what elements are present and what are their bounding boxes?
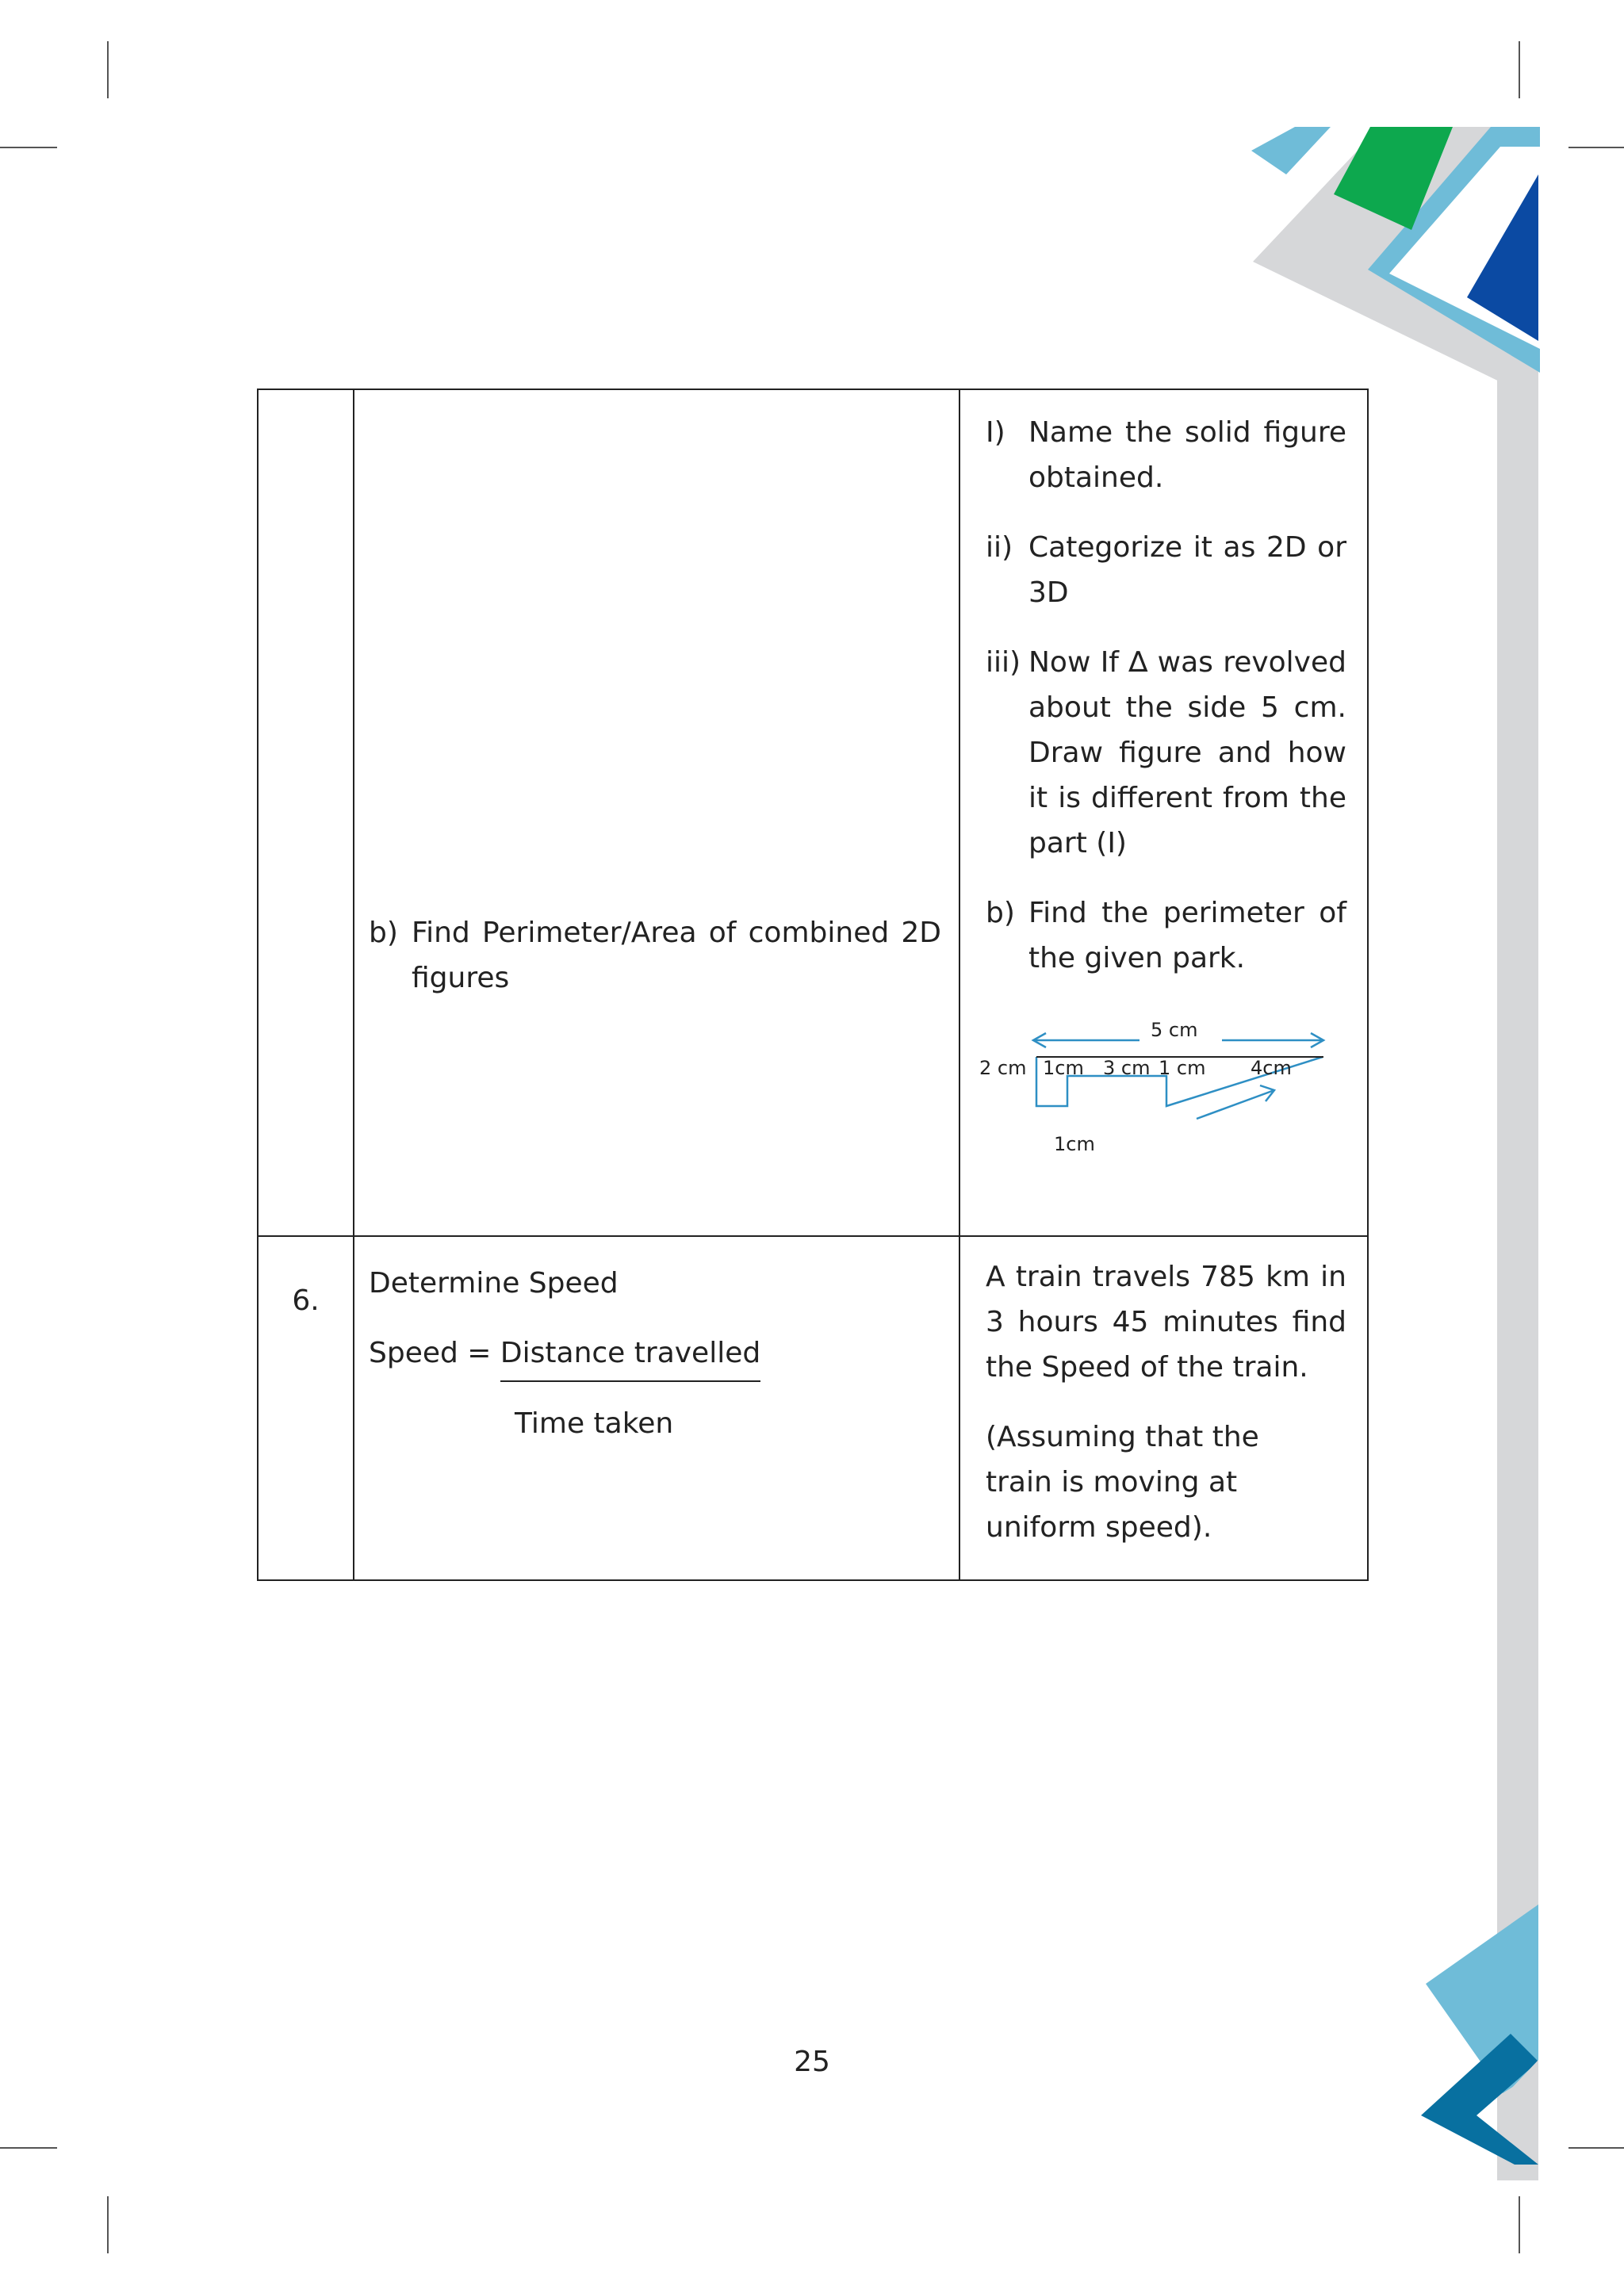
formula-prefix: Speed = bbox=[369, 1337, 492, 1369]
question-note: (Assuming that the train is moving at uniform speed). bbox=[986, 1421, 1259, 1544]
number-cell bbox=[258, 1236, 354, 1580]
competency-b-text: Find Perimeter/Area of combined 2D figures bbox=[412, 917, 941, 994]
lesson-table bbox=[257, 389, 1369, 1581]
question-text: Now If ∆ was revolved about the side 5 cm. Draw figure and how it is different from the part (I) bbox=[1028, 646, 1346, 859]
formula-numerator: Distance travelled bbox=[500, 1330, 760, 1382]
question-item bbox=[986, 640, 1346, 866]
label-bottom: 1cm bbox=[1054, 1133, 1095, 1155]
label-seg3: 1 cm bbox=[1159, 1057, 1206, 1079]
label-seg4: 4cm bbox=[1251, 1057, 1292, 1079]
question-label: ii) bbox=[986, 531, 1013, 564]
competency-b bbox=[369, 910, 941, 1001]
label-seg2: 3 cm bbox=[1103, 1057, 1151, 1079]
table-row bbox=[258, 389, 1368, 1236]
speed-formula bbox=[369, 1330, 941, 1382]
side-strip bbox=[1497, 127, 1538, 2180]
question-item bbox=[986, 525, 1346, 615]
label-seg1: 1cm bbox=[1043, 1057, 1084, 1079]
question-b-label: b) bbox=[986, 897, 1015, 929]
label-left: 2 cm bbox=[979, 1057, 1027, 1079]
light-blue-parallelogram bbox=[1251, 127, 1331, 174]
question-item bbox=[986, 410, 1346, 500]
label-top: 5 cm bbox=[1151, 1019, 1198, 1041]
page-number: 25 bbox=[794, 2046, 830, 2078]
question-b-text: Find the perimeter of the given park. bbox=[1028, 897, 1346, 974]
competency-b-label: b) bbox=[369, 917, 398, 949]
row-number: 6. bbox=[292, 1284, 320, 1317]
park-diagram bbox=[960, 1013, 1341, 1171]
question-text: Categorize it as 2D or 3D bbox=[1028, 531, 1346, 609]
formula-denominator: Time taken bbox=[515, 1407, 674, 1440]
table-row bbox=[258, 1236, 1368, 1580]
question-cell bbox=[959, 389, 1368, 1236]
question-label: I) bbox=[986, 416, 1005, 449]
question-cell bbox=[959, 1236, 1368, 1580]
question-text: Name the solid figure obtained. bbox=[1028, 416, 1346, 494]
competency-cell bbox=[354, 389, 959, 1236]
competency-title: Determine Speed bbox=[369, 1267, 619, 1300]
question-label: iii) bbox=[986, 646, 1021, 679]
question-text: A train travels 785 km in 3 hours 45 minutes find the Speed of the train. bbox=[986, 1261, 1346, 1384]
competency-cell bbox=[354, 1236, 959, 1580]
arrow-diagonal bbox=[1197, 1090, 1274, 1119]
number-cell bbox=[258, 389, 354, 1236]
question-b bbox=[986, 890, 1346, 981]
